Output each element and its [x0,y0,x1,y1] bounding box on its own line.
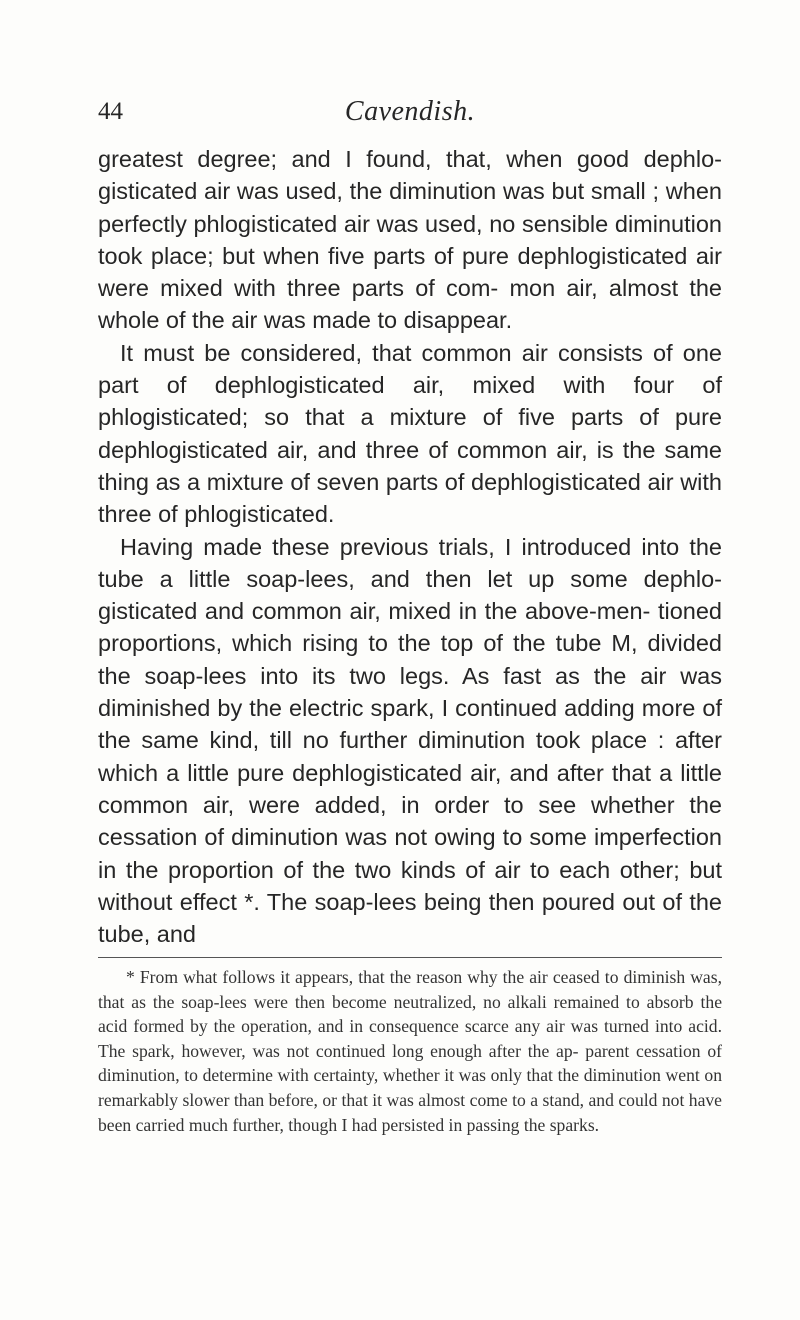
paragraph: Having made these previous trials, I introduced into the tube a little soap-lees, and then let up some dephlo- gisticated and common air, mixed in the above-men- tioned proportions, which rising to the top of the tube M, divided the soap-lees into its two legs. As fast as the air was diminished by the electric spark, I continued adding more of the same kind, till no further diminution took place : after which a little pure dephlogisticated air, and after that a little common air, were added, in order to see whether the cessation of diminution was not owing to some imperfection in the proportion of the two kinds of air to each other; but without effect *. The soap-lees being then poured out of the tube, and [98,533,722,948]
footnote-divider [98,957,722,958]
footnote: * From what follows it appears, that the reason why the air ceased to diminish was, that as the soap-lees were then become neutralized, no alkali remained to absorb the acid formed by the operation, and in consequence scarce any air was turned into acid. The spark, however, was not continued long enough after the ap- parent cessation of diminution, to determine with certainty, whether it was only that the diminution went on remarkably slower than before, or that it was almost come to a stand, and could not have been carried much further, though I had persisted in passing the sparks. [98,967,722,1135]
paragraph: It must be considered, that common air consists of one part of dephlogisticated air, mixed with four of phlogisticated; so that a mixture of five parts of pure dephlogisticated air, and three of common air, is the same thing as a mixture of seven parts of dephlogisticated air with three of phlogisticated. [98,339,722,528]
body-text [98,143,722,950]
paragraph: greatest degree; and I found, that, when good dephlo- gisticated air was used, the diminution was but small ; when perfectly phlogisticated air was used, no sensible diminution took place; but when five parts of pure dephlogisticated air were mixed with three parts of com- mon air, almost the whole of the air was made to disappear. [98,146,722,334]
page-number: 44 [98,98,123,125]
page-header [98,98,722,134]
running-title: Cavendish. [344,96,476,127]
